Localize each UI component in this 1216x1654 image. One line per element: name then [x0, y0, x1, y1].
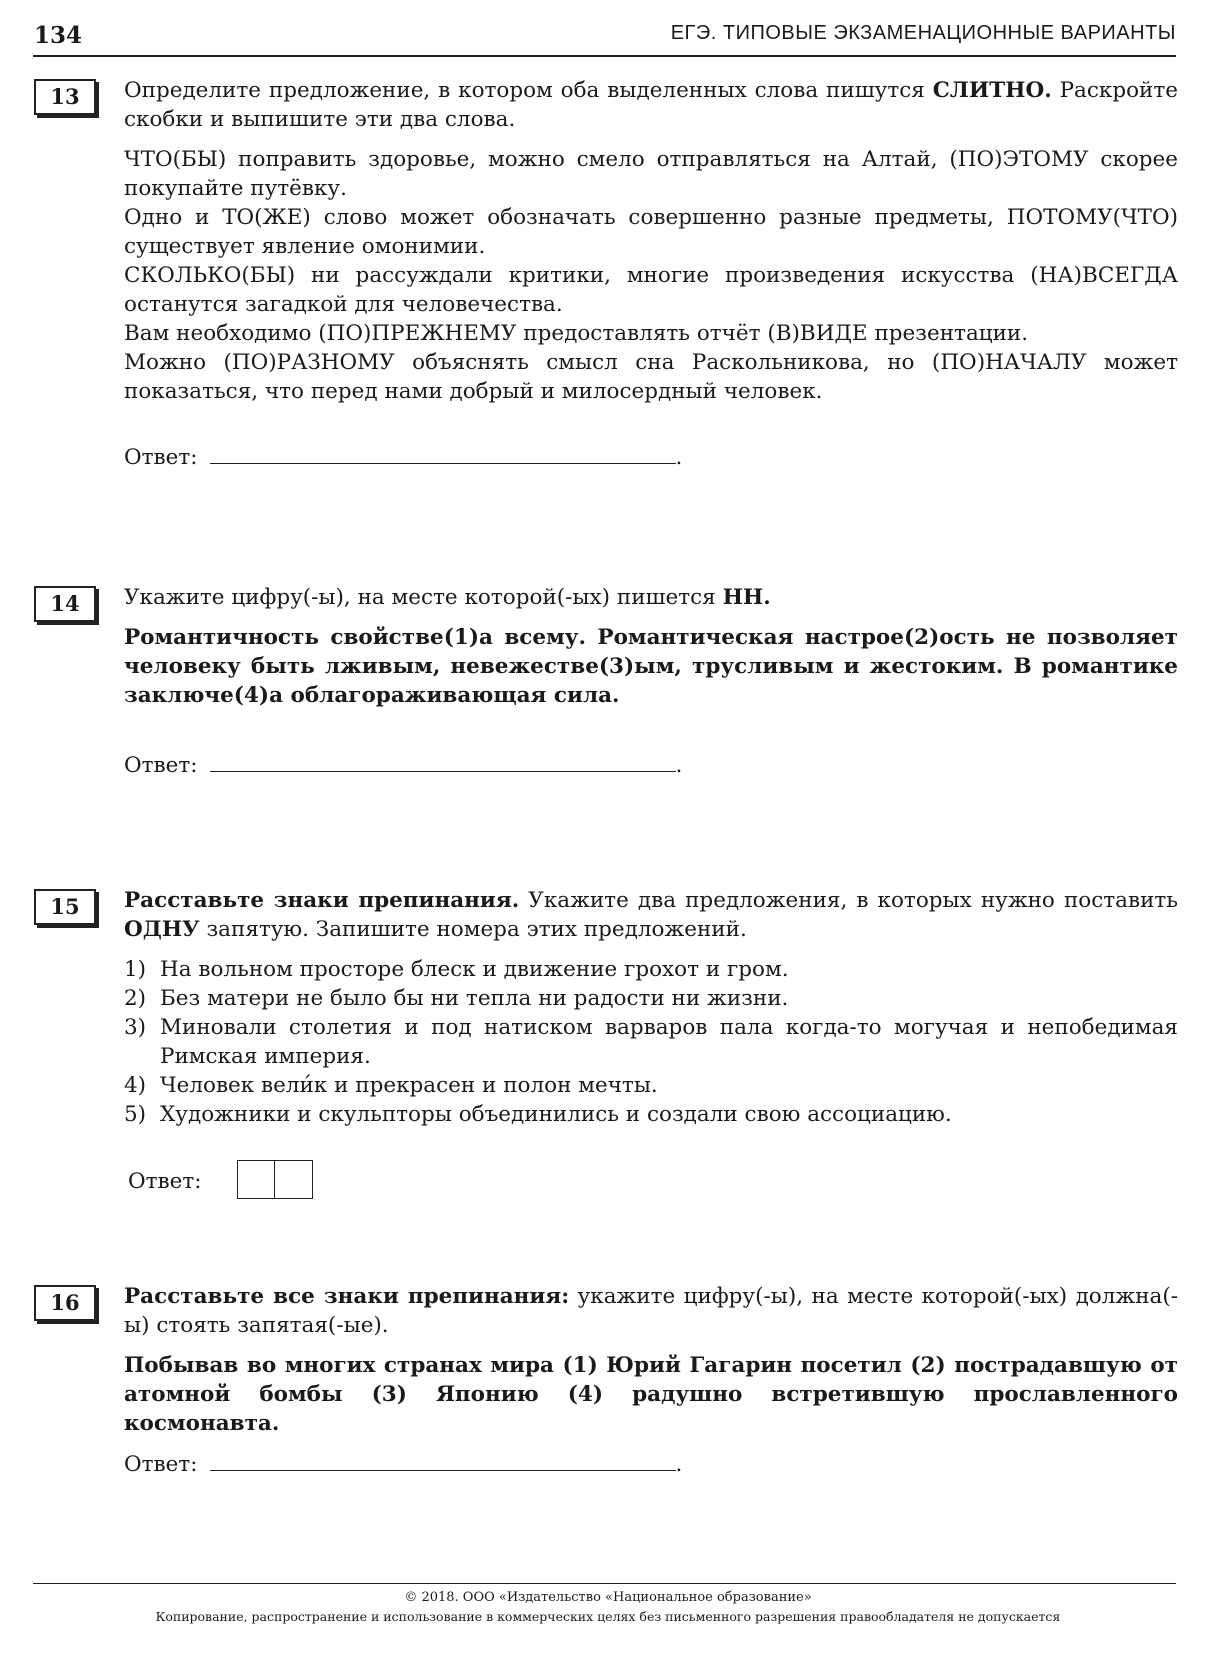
- answer-input-line[interactable]: [210, 1450, 676, 1471]
- answer-period: .: [675, 753, 683, 778]
- task-15-body: [124, 886, 1178, 1129]
- running-title: ЕГЭ. ТИПОВЫЕ ЭКЗАМЕНАЦИОННЫЕ ВАРИАНТЫ: [670, 22, 1176, 44]
- answer-label: Ответ:: [124, 753, 198, 778]
- task-number-badge: 13: [34, 79, 96, 115]
- list-item-text: Художники и скульпторы объединились и создали свою ассоциацию.: [160, 1102, 952, 1127]
- task-prompt-bold: Расставьте все знаки препинания:: [124, 1284, 570, 1309]
- list-item: [124, 984, 1178, 1013]
- footer-divider: [33, 1583, 1176, 1584]
- task-prompt: [124, 1282, 1178, 1340]
- task-sentence: Одно и ТО(ЖЕ) слово может обозначать совершенно разные предметы, ПОТОМУ(ЧТО) существует явление омонимии.: [124, 205, 1178, 259]
- task-passage: Побывав во многих странах мира (1) Юрий Гагарин посетил (2) пострадавшую от атомной бомбы (3) Японию (4) радушно встретившую прославленного космонавта.: [124, 1353, 1178, 1436]
- answer-cell[interactable]: [275, 1160, 313, 1199]
- task-prompt-mid: Укажите два предложения, в которых нужно поставить: [519, 888, 1178, 913]
- task-number-badge: 14: [34, 586, 96, 622]
- answer-period: .: [675, 445, 683, 470]
- list-item-text: Без матери не было бы ни тепла ни радости ни жизни.: [160, 986, 789, 1011]
- list-item: [124, 955, 1178, 984]
- task-16-body: [124, 1282, 1178, 1438]
- answer-row-13: [124, 443, 682, 470]
- answer-label: Ответ:: [124, 1452, 198, 1477]
- list-item-text: Миновали столетия и под натиском варваров пала когда-то могучая и непобедимая Римская империя.: [160, 1015, 1178, 1069]
- footer-legal-notice: Копирование, распространение и использование в коммерческих целях без письменного разрешения правообладателя не допускается: [155, 1609, 1061, 1624]
- task-prompt-end: укажите цифру(-ы), на месте которой(-ых) должна(-ы) стоять запятая(-ые).: [124, 1284, 1178, 1338]
- list-item-number: 2): [124, 986, 147, 1011]
- list-item: [124, 1071, 1178, 1100]
- task-sentence: Вам необходимо (ПО)ПРЕЖНЕМУ предоставлять отчёт (В)ВИДЕ презентации.: [124, 321, 1029, 346]
- answer-input-line[interactable]: [210, 751, 676, 772]
- list-item-text: На вольном просторе блеск и движение грохот и гром.: [160, 957, 789, 982]
- task-prompt-emphasis: ОДНУ: [124, 917, 200, 942]
- task-sentence: СКОЛЬКО(БЫ) ни рассуждали критики, многие произведения искусства (НА)ВСЕГДА останутся загадкой для человечества.: [124, 263, 1178, 317]
- task-prompt-start: Определите предложение, в котором оба выделенных слова пишутся: [124, 78, 933, 103]
- task-prompt-end: запятую. Запишите номера этих предложений.: [199, 917, 747, 942]
- list-item-text: Человек вели́к и прекрасен и полон мечты.: [160, 1073, 658, 1098]
- list-item: [124, 1013, 1178, 1071]
- footer-copyright: © 2018. ООО «Издательство «Национальное образование»: [404, 1590, 812, 1605]
- task-14-body: [124, 583, 1178, 710]
- list-item-number: 5): [124, 1102, 147, 1127]
- answer-label: Ответ:: [124, 445, 198, 470]
- task-prompt: [124, 886, 1178, 944]
- task-passage: Романтичность свойстве(1)а всему. Романтическая настрое(2)ость не позволяет человеку быть лживым, невежестве(3)ым, трусливым и жестоким. В романтике заключе(4)а облагораживающая сила.: [124, 625, 1178, 708]
- task-number-badge: 16: [34, 1285, 96, 1321]
- answer-row-14: [124, 751, 682, 778]
- answer-row-15: [128, 1160, 328, 1205]
- answer-row-16: [124, 1450, 682, 1477]
- answer-label: Ответ:: [128, 1169, 202, 1194]
- list-item-number: 1): [124, 957, 147, 982]
- task-sentence: Можно (ПО)РАЗНОМУ объяснять смысл сна Раскольникова, но (ПО)НАЧАЛУ может показаться, что перед нами добрый и милосердный человек.: [124, 350, 1178, 404]
- task-prompt-emphasis: СЛИТНО.: [932, 78, 1052, 103]
- page-number: 134: [34, 22, 83, 49]
- task-prompt: [124, 583, 1178, 612]
- task-number-badge: 15: [34, 889, 96, 925]
- answer-period: .: [675, 1452, 683, 1477]
- task-13-body: [124, 76, 1178, 406]
- task-prompt-start: Укажите цифру(-ы), на месте которой(-ых) пишется: [124, 585, 723, 610]
- header-divider: [33, 55, 1176, 57]
- list-item: [124, 1100, 1178, 1129]
- answer-input-line[interactable]: [210, 443, 676, 464]
- task-prompt: [124, 76, 1178, 134]
- list-item-number: 3): [124, 1015, 147, 1040]
- answer-cell[interactable]: [237, 1160, 275, 1199]
- task-prompt-emphasis: НН.: [722, 585, 771, 610]
- task-prompt-end: Раскройте скобки и выпишите эти два слова.: [124, 78, 1178, 132]
- task-sentence: ЧТО(БЫ) поправить здоровье, можно смело отправляться на Алтай, (ПО)ЭТОМУ скорее покупайте путёвку.: [124, 147, 1178, 201]
- answer-cells: [237, 1160, 313, 1199]
- task-prompt-bold: Расставьте знаки препинания.: [124, 888, 520, 913]
- list-item-number: 4): [124, 1073, 147, 1098]
